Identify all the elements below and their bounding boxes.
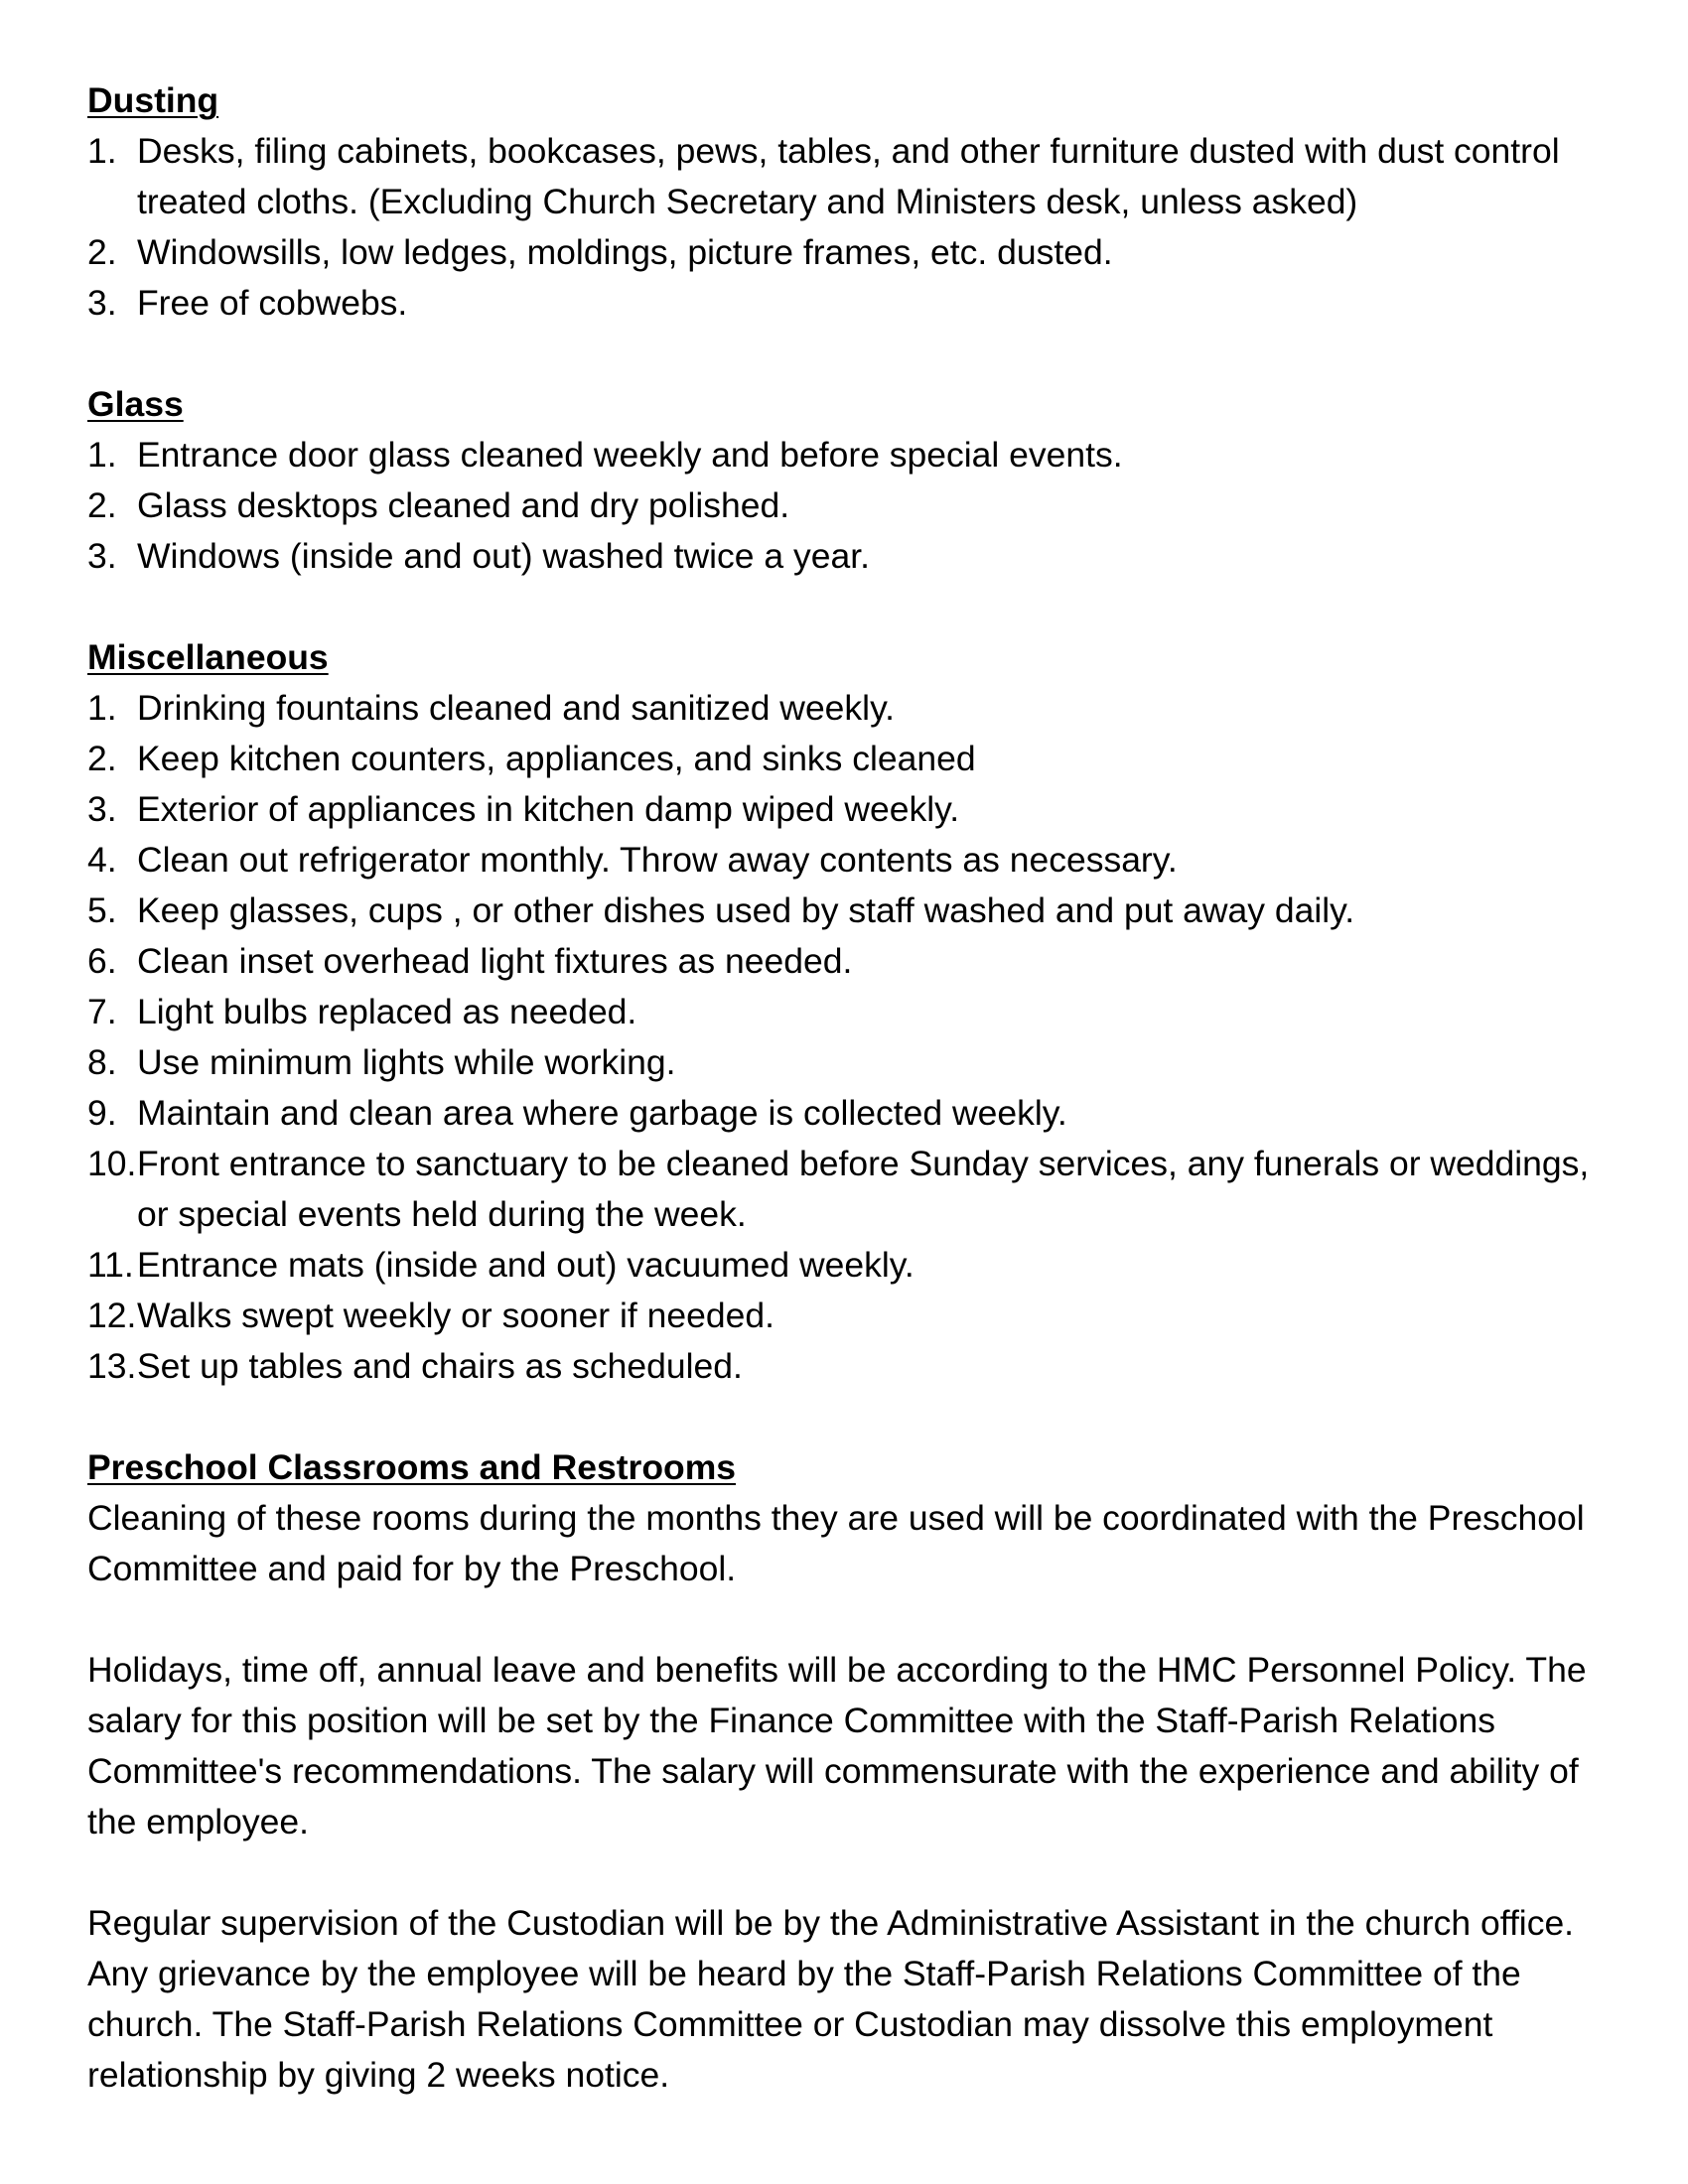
list-item-text: Drinking fountains cleaned and sanitized weekly. <box>137 688 896 728</box>
list-item-text: Entrance door glass cleaned weekly and before special events. <box>137 435 1123 475</box>
list-item-text: Entrance mats (inside and out) vacuumed weekly. <box>137 1245 914 1285</box>
list-item <box>87 1291 1617 1341</box>
section-title-dusting: Dusting <box>87 80 219 120</box>
list-item-number: 2. <box>87 232 117 272</box>
list-item-number: 2. <box>87 739 117 778</box>
document-page <box>87 75 1617 2151</box>
list-item-text: Use minimum lights while working. <box>137 1042 676 1082</box>
list-item <box>87 126 1617 227</box>
list-item-number: 9. <box>87 1093 117 1133</box>
list-item-number: 7. <box>87 992 117 1031</box>
list-item <box>87 886 1617 936</box>
list-item-text: Set up tables and chairs as scheduled. <box>137 1346 743 1386</box>
list-item-number: 2. <box>87 485 117 525</box>
preschool-text: Cleaning of these rooms during the months they are used will be coordinated with the Preschool Committee and paid for by the Preschool. <box>87 1498 1585 1588</box>
list-item-number: 4. <box>87 840 117 880</box>
section-title-preschool: Preschool Classrooms and Restrooms <box>87 1447 737 1487</box>
list-item <box>87 784 1617 835</box>
list-item <box>87 734 1617 784</box>
list-item <box>87 227 1617 278</box>
benefits-paragraph: Holidays, time off, annual leave and benefits will be according to the HMC Personnel Policy. The salary for this position will be set by the Finance Committee with the Staff-Parish Relations Committee's recommendations. The salary will commensurate with the experience and ability of the employee. <box>87 1650 1587 1842</box>
list-item-number: 10. <box>87 1144 137 1183</box>
list-item <box>87 1088 1617 1139</box>
list-item <box>87 835 1617 886</box>
list-item-text: Windows (inside and out) washed twice a year. <box>137 536 870 576</box>
list-item-number: 8. <box>87 1042 117 1082</box>
section-preschool <box>87 1442 1617 1594</box>
supervision-paragraph: Regular supervision of the Custodian will be by the Administrative Assistant in the church office. Any grievance by the employee will be heard by the Staff-Parish Relations Committee of the church. The Staff-Parish Relations Committee or Custodian may dissolve this employment relationship by giving 2 weeks notice. <box>87 1903 1575 2095</box>
section-title-glass: Glass <box>87 384 184 424</box>
list-item-text: Clean out refrigerator monthly. Throw away contents as necessary. <box>137 840 1178 880</box>
section-dusting <box>87 75 1617 329</box>
miscellaneous-list <box>87 683 1617 1392</box>
list-item <box>87 987 1617 1037</box>
list-item <box>87 1240 1617 1291</box>
list-item-text: Free of cobwebs. <box>137 283 408 323</box>
dusting-list <box>87 126 1617 329</box>
list-item <box>87 1341 1617 1392</box>
list-item-number: 1. <box>87 131 117 171</box>
section-miscellaneous <box>87 632 1617 1392</box>
list-item-text: Light bulbs replaced as needed. <box>137 992 637 1031</box>
glass-list <box>87 430 1617 582</box>
list-item <box>87 936 1617 987</box>
list-item <box>87 480 1617 531</box>
list-item <box>87 430 1617 480</box>
list-item-text: Desks, filing cabinets, bookcases, pews, tables, and other furniture dusted with dust control treated cloths. (Excluding Church Secretary and Ministers desk, unless asked) <box>137 131 1560 221</box>
list-item-text: Glass desktops cleaned and dry polished. <box>137 485 790 525</box>
section-glass <box>87 379 1617 582</box>
list-item-number: 1. <box>87 688 117 728</box>
list-item-text: Front entrance to sanctuary to be cleaned before Sunday services, any funerals or weddings, or special events held during the week. <box>137 1144 1590 1234</box>
list-item-number: 1. <box>87 435 117 475</box>
list-item <box>87 1037 1617 1088</box>
list-item-text: Maintain and clean area where garbage is collected weekly. <box>137 1093 1067 1133</box>
list-item-text: Windowsills, low ledges, moldings, picture frames, etc. dusted. <box>137 232 1113 272</box>
list-item <box>87 683 1617 734</box>
list-item <box>87 531 1617 582</box>
list-item-text: Clean inset overhead light fixtures as needed. <box>137 941 853 981</box>
list-item-number: 6. <box>87 941 117 981</box>
list-item-text: Keep glasses, cups , or other dishes used by staff washed and put away daily. <box>137 890 1355 930</box>
section-title-miscellaneous: Miscellaneous <box>87 637 329 677</box>
list-item-number: 3. <box>87 536 117 576</box>
list-item <box>87 278 1617 329</box>
list-item-number: 3. <box>87 789 117 829</box>
list-item <box>87 1139 1617 1240</box>
list-item-text: Keep kitchen counters, appliances, and sinks cleaned <box>137 739 976 778</box>
list-item-number: 12. <box>87 1296 137 1335</box>
list-item-number: 11. <box>87 1245 134 1285</box>
list-item-number: 13. <box>87 1346 137 1386</box>
list-item-number: 5. <box>87 890 117 930</box>
list-item-text: Exterior of appliances in kitchen damp wiped weekly. <box>137 789 960 829</box>
list-item-number: 3. <box>87 283 117 323</box>
list-item-text: Walks swept weekly or sooner if needed. <box>137 1296 774 1335</box>
